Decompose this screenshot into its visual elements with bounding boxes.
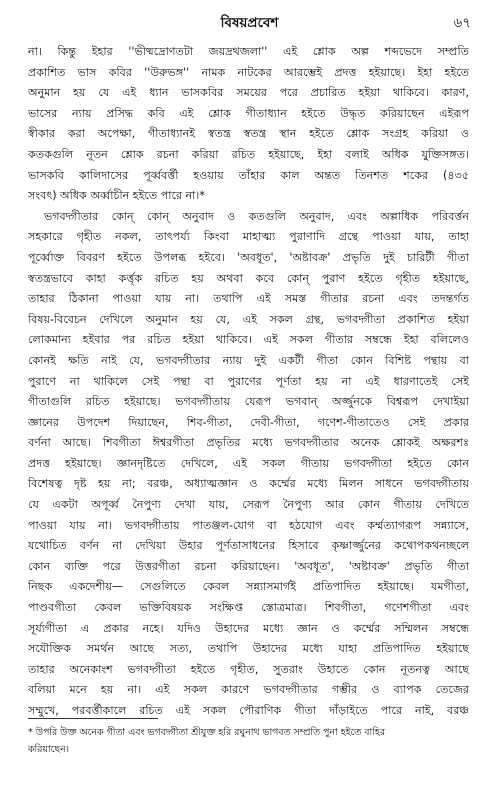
- body-line: যথোচিত বর্ণন না দেখিয়া উহার পূর্ণতাসাধনের হিসাবে কৃষ্ণার্জ্জুনের কথোপকথনচ্ছলে: [28, 539, 469, 553]
- body-line: সযৌক্তিক সমর্থন আছে সত্য, তথাপি উহাদের মধ্যে যাহা প্রতিপাদিত হইয়াছে: [28, 642, 469, 656]
- footnote-rule: [28, 718, 158, 719]
- body-line: সহকারে গৃহীত নকল, তাৎপর্য্য কিংবা মাহাত্ম্য পুরাণাদি গ্রন্থে পাওয়া যায়, তাহা: [28, 230, 469, 244]
- body-line: স্বতন্ত্রভাবে কাহা কর্ত্তৃক রচিত হয় অথবা কবে কোন্ পুরাণ হইতে গৃহীত হইয়াছে,: [28, 271, 469, 285]
- body-line: সূর্য্যগীতা এ প্রকার নহে। যদিও উহাদের মধ্যে জ্ঞান ও কর্ম্মের সম্মিলন সম্বন্ধে: [28, 621, 469, 635]
- body-line: কতকগুলি নূতন শ্লোক রচনা করিয়া রচিত হইয়াছে, ইহা বলাই অধিক যুক্তিসঙ্গত।: [28, 147, 469, 161]
- body-line: অনুমান হয় যে এই ধ্যান ভাসকবির সময়ের পরে প্রচারিত হইয়া থাকিবে। কারণ,: [28, 86, 469, 100]
- body-line: পূর্ব্বোক্ত বিবরণ হইতে উপলব্ধ হইবে। 'অবধূত', 'অষ্টাবক্র' প্রভৃতি দুই চারিটী গীতা: [28, 250, 469, 264]
- body-line: না। কিন্তু ইহার ''ভীষ্মদ্রোণতটা জয়দ্রথজলা'' এই শ্লোক অল্প শব্দভেদে সম্প্রতি: [28, 45, 469, 58]
- body-line: বিষয়-বিবেচন দেখিলে অনুমান হয় যে, এই সকল গ্রন্থ, ভগবদ্গীতা প্রকাশিত হইয়া: [28, 312, 469, 326]
- body-line: পুরাণে না থাকিলে সেই পন্থা বা পুরাণের পূর্ণতা হয় না এই ধারণাতেই সেই: [28, 374, 469, 388]
- footnote-line: * উপরি উক্ত অনেক গীতা এবং ভগবদ্গীতা শ্রীযুক্ত হরি রঘুনাথ ভাগবত সম্প্রতি পুনা হইতে বাহির: [28, 727, 385, 738]
- footnote-line: করিয়াছেন।: [28, 744, 70, 755]
- body-line: পাণ্ডবগীতা কেবল ভক্তিবিষয়ক সংক্ষিপ্ত স্তোত্রমাত্র। শিবগীতা, গণেশগীতা এবং: [28, 601, 469, 615]
- body-line: ভাসকবি কালিদাসের পূর্ব্ববর্ত্তী হওয়ায় তাঁহার কাল অন্তত তিনশত শকের (৪৩৫: [28, 168, 469, 182]
- page-header: [0, 12, 499, 38]
- body-text: [28, 42, 469, 722]
- body-line: প্রদত্ত হইয়াছে। জ্ঞানদৃষ্টিতে দেখিলে, এই সকল গীতায় ভগবদ্গীতা হইতে কোন: [28, 456, 469, 470]
- footnote: [28, 724, 469, 758]
- body-line: জ্ঞানের উপদেশ দিয়াছেন, শিব-গীতা, দেবী-গীতা, গণেশ-গীতাতেও সেই প্রকার: [28, 415, 469, 429]
- body-line: গীতাগুলি রচিত হইয়াছে। ভগবদ্গীতায় যেরূপ ভগবান্ অর্জ্জুনকে বিশ্বরূপ দেখাইয়া: [28, 395, 469, 409]
- body-line: ভগবদ্গীতার কোন্ কোন্ অনুবাদ ও কতগুলি অনুবাদ, এবং অল্পাধিক পরিবর্ত্তন: [44, 209, 469, 223]
- body-line: কোনই ক্ষতি নাই যে, ভগবদ্গীতার ন্যায় দুই একটী গীতা কোন বিশিষ্ট পন্থায় বা: [28, 353, 469, 367]
- body-line: বিশেষত্ব দৃষ্ট হয় না; বরঞ্চ, অধ্যাত্মজ্ঞান ও কর্ম্মের মধ্যে মিলন সাধনে ভগবদ্গীতায়: [28, 477, 469, 491]
- body-line: তাহার অনেকাংশ ভগবদ্গীতা হইতে গৃহীত, সুতরাং উহাতে কোন নূতনত্ব আছে: [28, 662, 469, 676]
- body-line: তাহার ঠিকানা পাওয়া যায় না। তথাপি এই সমস্ত গীতার রচনা এবং তদন্তর্গত: [28, 292, 469, 306]
- body-line: প্রকাশিত ভাস কবির ''উরুভঙ্গ'' নামক নাটকের আরম্ভেই প্রদত্ত হইয়াছে। ইহা হইতে: [28, 65, 469, 79]
- body-line: সম্মুখে, পরবর্ত্তীকালে রচিত এই সকল পৌরাণিক গীতা দাঁড়াইতে পারে নাই, বরঞ্চ: [28, 704, 469, 717]
- running-title: বিষয়প্রবেশ: [220, 15, 279, 31]
- body-line: পাওয়া যায় না। ভগবদ্গীতায় পাতঞ্জল-যোগ বা হঠযোগ এবং কর্ম্মত্যাগরূপ সন্ন্যাসে,: [28, 518, 469, 532]
- body-line: বর্ণনা আছে। শিবগীতা ঈশ্বরগীতা প্রভৃতির মধ্যে ভগবদ্গীতার অনেক শ্লোকই অক্ষরশঃ: [28, 436, 469, 450]
- body-line: সংবৎ) অধিক অর্ব্বাচীন হইতে পারে না।*: [28, 189, 205, 203]
- body-line: লোকমান্য হইবার পর রচিত হইয়া থাকিবে। এই সকল গীতার সম্বন্ধে ইহা বলিলেও: [28, 333, 469, 347]
- page-number: ৬৭: [453, 15, 471, 31]
- body-line: স্বীকার করা অপেক্ষা, গীতাধ্যানই স্বতন্ত্র স্বতন্ত্র স্থান হইতে শ্লোক সংগ্রহ করিয়া ও: [28, 127, 469, 141]
- body-line: বলিয়া মনে হয় না। এই সকল কারণে ভগবদ্গীতার গম্ভীর ও ব্যাপক তেজের: [28, 683, 469, 697]
- body-line: নিছক একদেশীয়— সেগুলিতে কেবল সন্ন্যাসমার্গই প্রতিপাদিত হইয়াছে। যমগীতা,: [28, 580, 469, 594]
- body-line: যে একটা অপূর্ব্ব নৈপুণ্য দেখা যায়, সেরূপ নৈপুণ্য আর কোন গীতায় দেখিতে: [28, 498, 469, 512]
- body-line: কোন ব্যক্তি পরে উত্তরগীতা রচনা করিয়াছেন। 'অবধূত', 'অষ্টাবক্র' প্রভৃতি গীতা: [28, 559, 469, 573]
- body-line: ভাসের ন্যায় প্রসিদ্ধ কবি এই শ্লোক গীতাধ্যান হইতে উদ্ধৃত করিয়াছেন এইরূপ: [28, 106, 469, 120]
